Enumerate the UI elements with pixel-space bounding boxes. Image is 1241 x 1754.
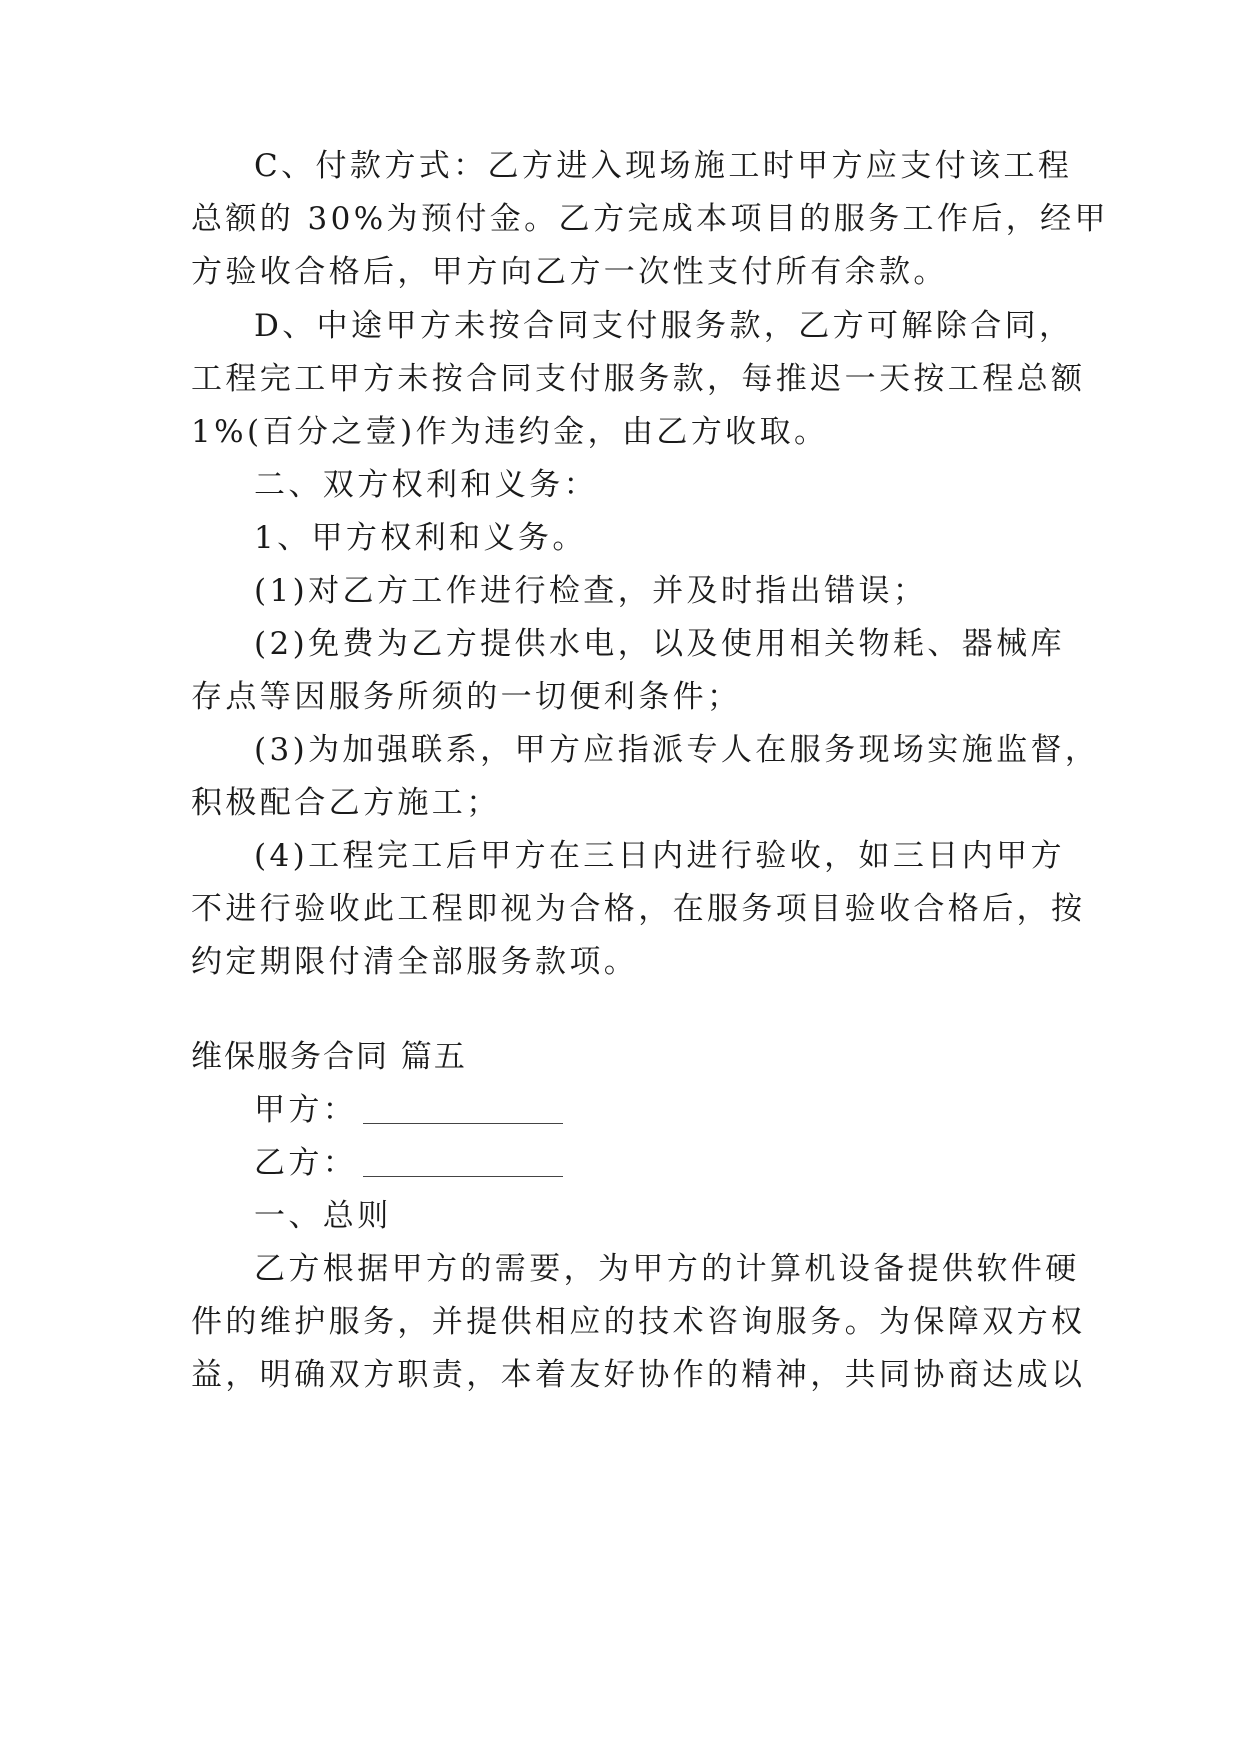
paragraph-line: 二、双方权利和义务： [254, 467, 598, 503]
party-a-blank [363, 1093, 563, 1124]
paragraph-line: 1、甲方权利和义务。 [254, 520, 587, 556]
paragraph-line: 总额的 30%为预付金。乙方完成本项目的服务工作后，经甲 [191, 201, 1109, 237]
paragraph-line: 不进行验收此工程即视为合格，在服务项目验收合格后，按 [191, 891, 1086, 927]
section-title: 维保服务合同 篇五 [191, 1039, 467, 1075]
paragraph-line: 件的维护服务，并提供相应的技术咨询服务。为保障双方权 [191, 1304, 1086, 1340]
party-b-line [254, 1143, 563, 1183]
party-b-blank [363, 1146, 563, 1177]
general-heading: 一、总则 [254, 1198, 392, 1234]
paragraph-line: 乙方根据甲方的需要，为甲方的计算机设备提供软件硬 [254, 1251, 1080, 1287]
paragraph-line: (1)对乙方工作进行检查，并及时指出错误； [254, 573, 928, 609]
paragraph-line: 方验收合格后，甲方向乙方一次性支付所有余款。 [191, 254, 948, 290]
party-b-label: 乙方： [254, 1145, 358, 1181]
party-a-line [254, 1090, 563, 1130]
paragraph-line: 益，明确双方职责，本着友好协作的精神，共同协商达成以 [191, 1357, 1086, 1393]
paragraph-line: 积极配合乙方施工； [191, 785, 501, 821]
paragraph-line: 1%(百分之壹)作为违约金，由乙方收取。 [191, 414, 829, 450]
paragraph-line: D、中途甲方未按合同支付服务款，乙方可解除合同， [254, 308, 1074, 344]
party-a-label: 甲方： [254, 1092, 358, 1128]
paragraph-line: (4)工程完工后甲方在三日内进行验收，如三日内甲方 [254, 838, 1065, 874]
paragraph-line: 约定期限付清全部服务款项。 [191, 944, 639, 980]
paragraph-line: (3)为加强联系，甲方应指派专人在服务现场实施监督， [254, 732, 1100, 768]
paragraph-line: C、付款方式：乙方进入现场施工时甲方应支付该工程 [254, 148, 1073, 184]
paragraph-line: 存点等因服务所须的一切便利条件； [191, 679, 742, 715]
paragraph-line: 工程完工甲方未按合同支付服务款，每推迟一天按工程总额 [191, 361, 1086, 397]
paragraph-line: (2)免费为乙方提供水电，以及使用相关物耗、器械库 [254, 626, 1065, 662]
